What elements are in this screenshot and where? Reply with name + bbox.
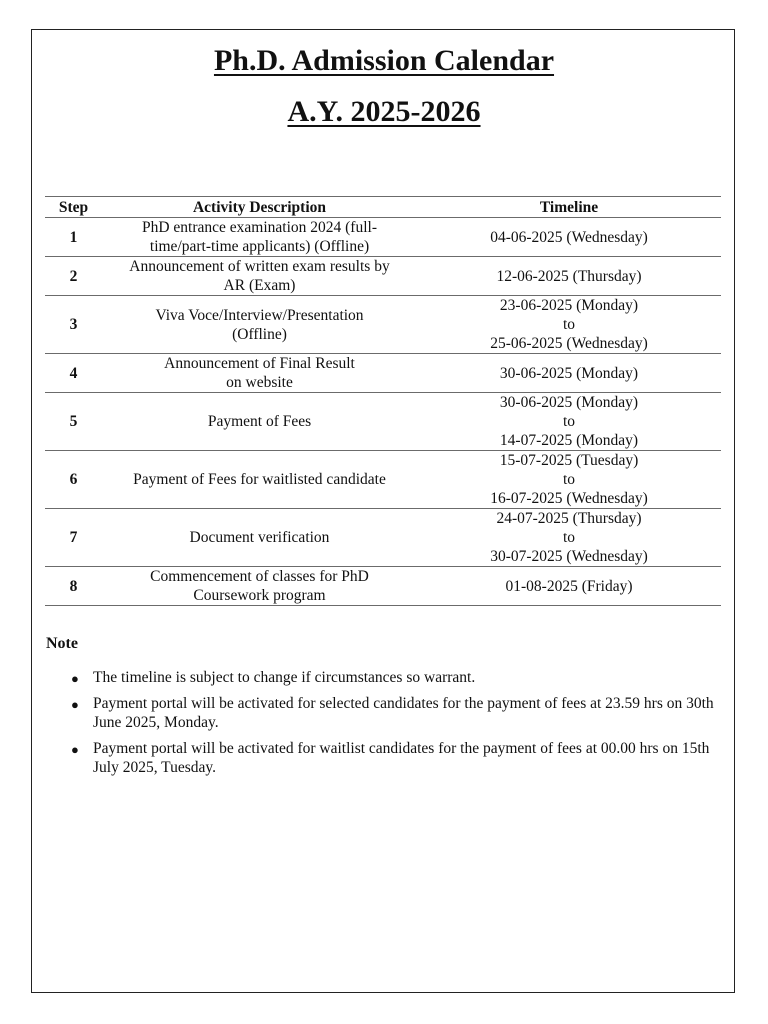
table-row [45, 567, 721, 606]
timeline-line: to [562, 529, 576, 546]
step-number: 2 [45, 257, 102, 296]
timeline-line: 24-07-2025 (Thursday) [496, 510, 642, 527]
bullet-icon: ● [71, 742, 79, 757]
step-number: 3 [45, 296, 102, 354]
step-number: 7 [45, 509, 102, 567]
description-line: PhD entrance examination 2024 (full- [141, 219, 377, 236]
description-line: Viva Voce/Interview/Presentation [155, 306, 364, 324]
bullet-icon: ● [71, 671, 79, 686]
note-text: Payment portal will be activated for waitlist candidates for the payment of fees at 00.00 hrs on 15th July 2025, Tuesday. [93, 740, 710, 776]
timeline-line: 14-07-2025 (Monday) [499, 432, 639, 449]
description-line: Document verification [189, 529, 330, 546]
timeline-line: to [562, 316, 576, 333]
timeline-line: 30-06-2025 (Monday) [499, 364, 639, 382]
timeline-line: 01-08-2025 (Friday) [505, 577, 633, 595]
list-item [46, 668, 716, 687]
activity-description [102, 296, 417, 354]
timeline-line: to [562, 471, 576, 488]
timeline-cell [417, 509, 721, 567]
description-line: Payment of Fees [207, 413, 312, 430]
page-title: Ph.D. Admission Calendar [213, 44, 555, 77]
list-item [46, 739, 716, 777]
timeline-cell [417, 567, 721, 606]
column-header-timeline: Timeline [417, 197, 721, 218]
activity-description [102, 451, 417, 509]
timeline-cell [417, 257, 721, 296]
table-row [45, 393, 721, 451]
table-row [45, 509, 721, 567]
timeline-line: 30-06-2025 (Monday) [499, 394, 639, 411]
table-row [45, 354, 721, 393]
description-line: time/part-time applicants) (Offline) [149, 238, 370, 255]
academic-year-title: A.Y. 2025-2026 [287, 95, 481, 128]
timeline-cell [417, 393, 721, 451]
step-number: 6 [45, 451, 102, 509]
activity-description [102, 393, 417, 451]
description-line: Coursework program [193, 587, 326, 604]
description-line: (Offline) [232, 325, 287, 343]
table-row [45, 296, 721, 354]
timeline-line: 25-06-2025 (Wednesday) [490, 335, 648, 352]
activity-description [102, 354, 417, 393]
timeline-line: 12-06-2025 (Thursday) [496, 267, 642, 285]
description-line: on website [226, 374, 293, 391]
table-row [45, 218, 721, 257]
table-row [45, 257, 721, 296]
column-header-step: Step [45, 197, 102, 218]
description-line: Announcement of Final Result [164, 355, 355, 372]
timeline-cell [417, 218, 721, 257]
list-item [46, 694, 716, 732]
step-number: 4 [45, 354, 102, 393]
bullet-icon: ● [71, 697, 79, 712]
admission-calendar-table [45, 196, 721, 606]
step-number: 1 [45, 218, 102, 257]
timeline-line: 04-06-2025 (Wednesday) [490, 228, 648, 246]
timeline-line: 15-07-2025 (Tuesday) [499, 452, 639, 469]
note-text: Payment portal will be activated for selected candidates for the payment of fees at 23.59 hrs on 30th June 2025, Monday. [93, 695, 714, 731]
step-number: 8 [45, 567, 102, 606]
activity-description [102, 567, 417, 606]
table-row [45, 451, 721, 509]
note-heading: Note [46, 635, 78, 652]
notes-list [46, 668, 716, 784]
timeline-cell [417, 451, 721, 509]
description-line: AR (Exam) [223, 277, 296, 294]
step-number: 5 [45, 393, 102, 451]
column-header-activity: Activity Description [102, 197, 417, 218]
timeline-cell [417, 354, 721, 393]
table-header-row [45, 197, 721, 218]
note-text: The timeline is subject to change if circumstances so warrant. [93, 669, 476, 686]
timeline-line: 16-07-2025 (Wednesday) [490, 490, 648, 507]
description-line: Commencement of classes for PhD [150, 568, 369, 585]
activity-description [102, 257, 417, 296]
description-line: Announcement of written exam results by [129, 258, 390, 275]
activity-description [102, 509, 417, 567]
description-line: Payment of Fees for waitlisted candidate [133, 471, 386, 488]
timeline-line: 30-07-2025 (Wednesday) [490, 548, 648, 565]
activity-description [102, 218, 417, 257]
timeline-line: to [562, 413, 576, 430]
timeline-line: 23-06-2025 (Monday) [499, 297, 639, 314]
timeline-cell [417, 296, 721, 354]
